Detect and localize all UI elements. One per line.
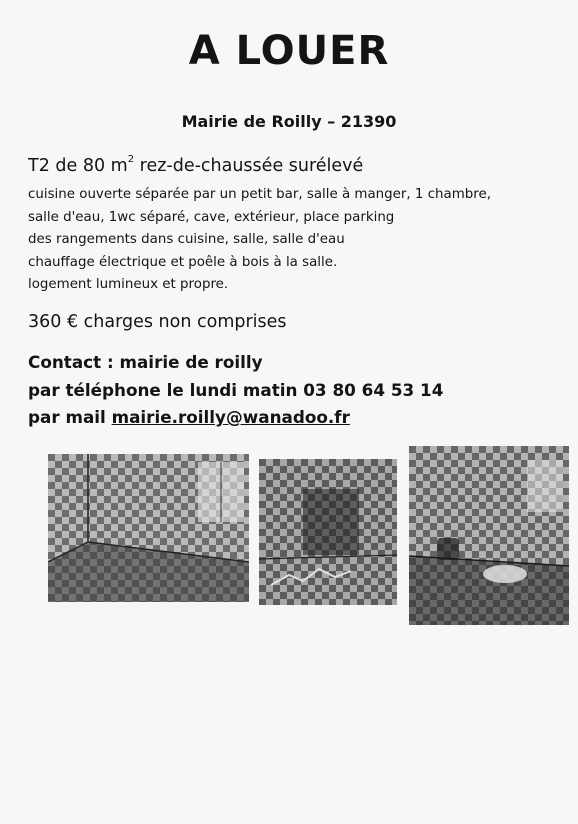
room-photo [259, 459, 397, 605]
phone-line: par téléphone le lundi matin 03 80 64 53 14 [28, 379, 444, 400]
headline-prefix: T2 de 80 m [28, 156, 128, 176]
email-line [28, 404, 443, 432]
property-headline [28, 156, 363, 176]
headline-suffix: rez-de-chaussée surélevé [134, 156, 364, 176]
room-photo [48, 454, 249, 602]
email-link[interactable]: mairie.roilly@wanadoo.fr [111, 407, 350, 427]
detail-line: cuisine ouverte séparée par un petit bar, salle à manger, 1 chambre, [28, 187, 491, 202]
subtitle: Mairie de Roilly – 21390 [181, 112, 397, 131]
kitchen-photo [409, 446, 569, 625]
detail-line: logement lumineux et propre. [28, 277, 229, 292]
price-text: 360 € charges non comprises [28, 312, 287, 332]
property-details [28, 184, 491, 297]
email-prefix: par mail [28, 407, 112, 427]
detail-line: des rangements dans cuisine, salle, salle d'eau [28, 232, 345, 247]
contact-line: Contact : mairie de roilly [28, 352, 263, 372]
detail-line: salle d'eau, 1wc séparé, cave, extérieur, place parking [28, 209, 395, 225]
headline-superscript: 2 [127, 154, 135, 166]
page-title: A LOUER [188, 28, 390, 74]
detail-line: chauffage électrique et poêle à bois à la salle. [28, 254, 338, 270]
contact-block [28, 349, 443, 432]
